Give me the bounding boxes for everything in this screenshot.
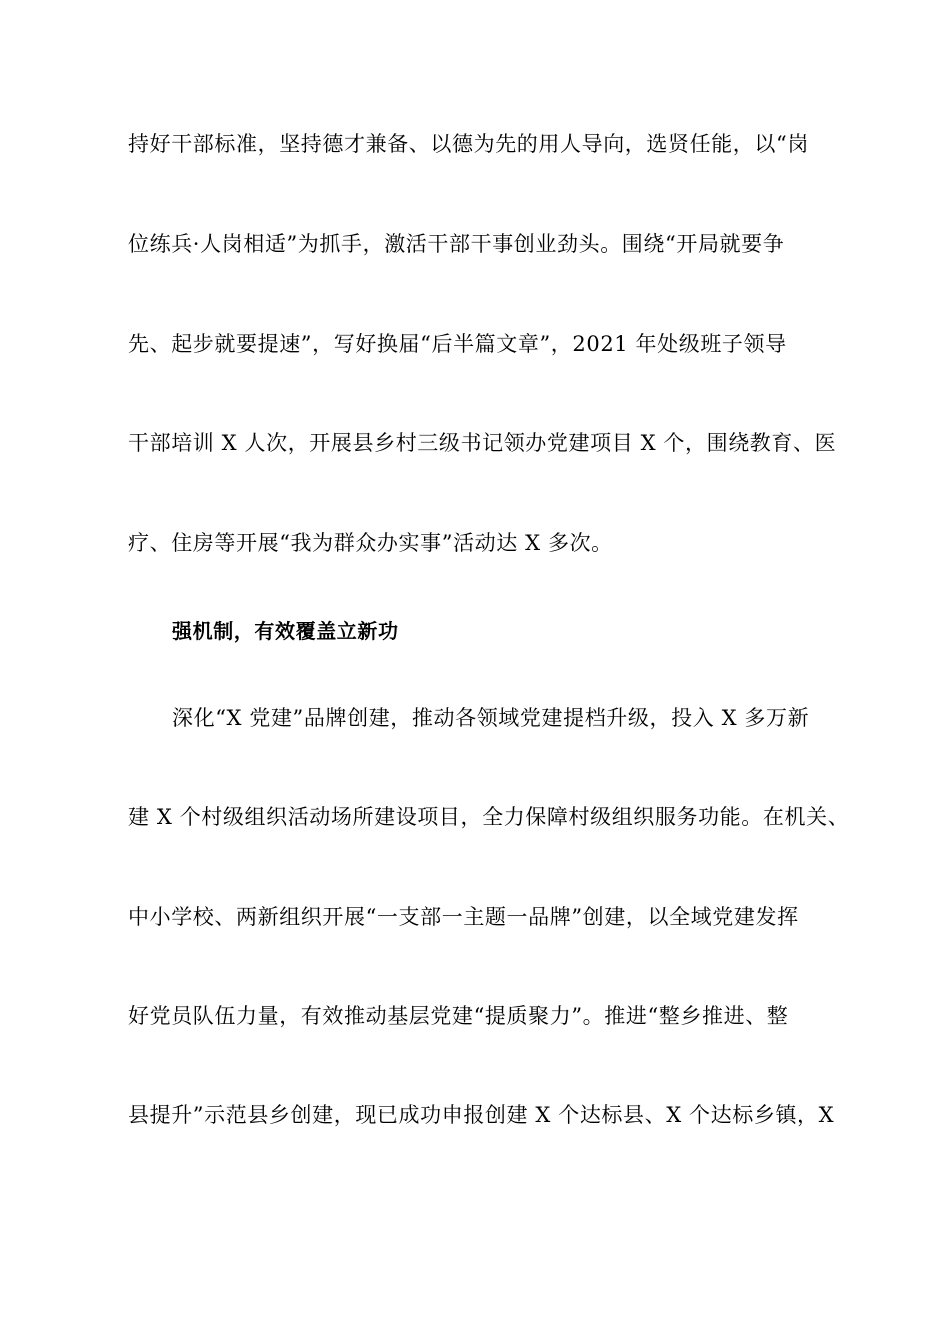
paragraph2-line-2: 建 X 个村级组织活动场所建设项目，全力保障村级组织服务功能。在机关、 <box>128 805 850 829</box>
paragraph2-line-5: 县提升”示范县乡创建，现已成功申报创建 X 个达标县、X 个达标乡镇，X <box>128 1103 835 1127</box>
paragraph1-line-1: 持好干部标准，坚持德才兼备、以德为先的用人导向，选贤任能，以“岗 <box>128 132 809 156</box>
paragraph2-line-1: 深化“X 党建”品牌创建，推动各领域党建提档升级，投入 X 多万新 <box>172 706 810 730</box>
section-heading: 强机制，有效覆盖立新功 <box>172 619 399 643</box>
paragraph1-line-2: 位练兵·人岗相适”为抓手，激活干部干事创业劲头。围绕“开局就要争 <box>128 232 785 256</box>
paragraph1-line-4: 干部培训 X 人次，开展县乡村三级书记领办党建项目 X 个，围绕教育、医 <box>128 431 837 455</box>
paragraph2-line-3: 中小学校、两新组织开展“一支部一主题一品牌”创建，以全域党建发挥 <box>128 905 799 929</box>
paragraph1-line-5: 疗、住房等开展“我为群众办实事”活动达 X 多次。 <box>128 531 613 555</box>
paragraph1-line-3: 先、起步就要提速”，写好换届“后半篇文章”，2021 年处级班子领导 <box>128 332 787 356</box>
paragraph2-line-4: 好党员队伍力量，有效推动基层党建“提质聚力”。推进“整乡推进、整 <box>128 1004 789 1028</box>
